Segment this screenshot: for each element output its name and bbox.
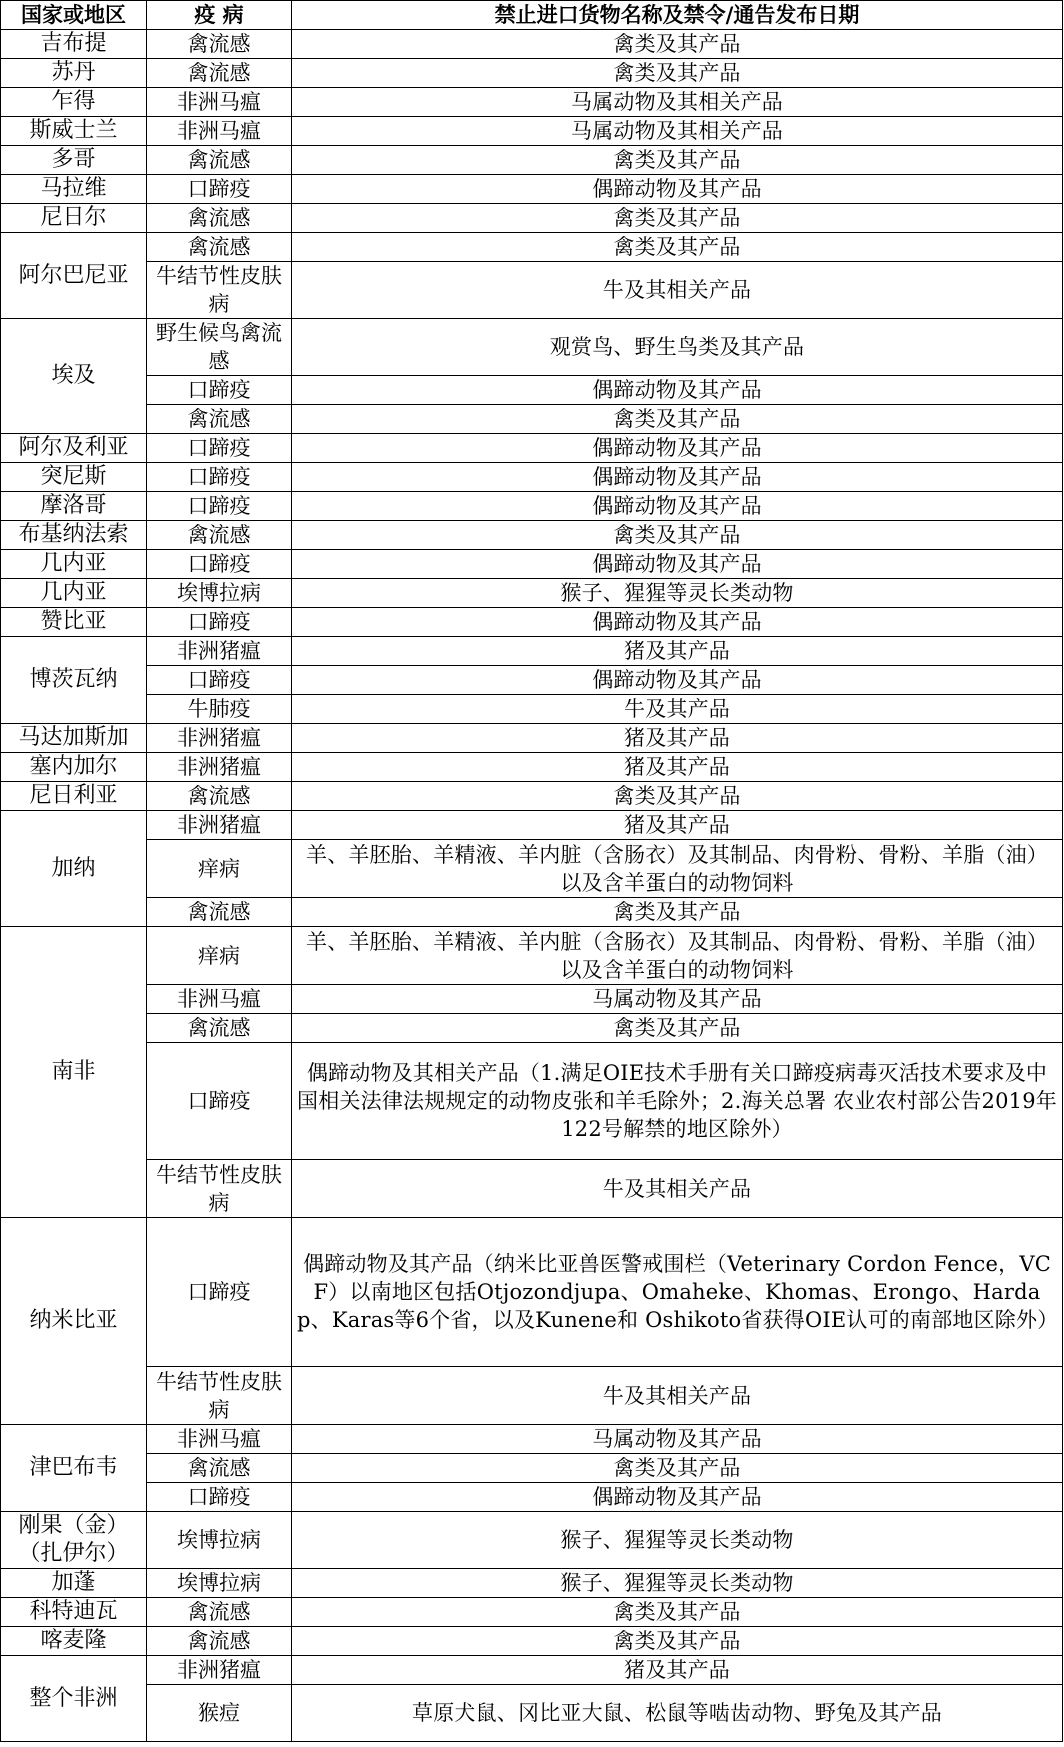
goods-cell: 禽类及其产品 <box>292 1454 1063 1483</box>
disease-cell: 非洲马瘟 <box>147 985 292 1014</box>
country-cell: 摩洛哥 <box>1 492 147 521</box>
header-goods: 禁止进口货物名称及禁令/通告发布日期 <box>292 1 1063 30</box>
goods-cell: 禽类及其产品 <box>292 30 1063 59</box>
goods-cell: 偶蹄动物及其产品 <box>292 463 1063 492</box>
table-row <box>1 146 1063 175</box>
table-row <box>1 579 1063 608</box>
disease-cell: 非洲猪瘟 <box>147 637 292 666</box>
table-row <box>1 1425 1063 1454</box>
goods-cell: 偶蹄动物及其产品 <box>292 434 1063 463</box>
table-row <box>1 1454 1063 1483</box>
country-cell: 阿尔及利亚 <box>1 434 147 463</box>
table-row <box>1 1483 1063 1512</box>
disease-cell: 禽流感 <box>147 233 292 262</box>
disease-cell: 牛结节性皮肤病 <box>147 262 292 319</box>
goods-cell: 禽类及其产品 <box>292 204 1063 233</box>
goods-cell: 禽类及其产品 <box>292 1627 1063 1656</box>
goods-cell: 禽类及其产品 <box>292 898 1063 927</box>
disease-cell: 非洲猪瘟 <box>147 724 292 753</box>
disease-cell: 口蹄疫 <box>147 550 292 579</box>
disease-cell: 非洲马瘟 <box>147 88 292 117</box>
disease-cell: 牛结节性皮肤病 <box>147 1160 292 1218</box>
table-row <box>1 262 1063 319</box>
disease-cell: 口蹄疫 <box>147 1218 292 1367</box>
table-row <box>1 1512 1063 1569</box>
goods-cell: 猴子、猩猩等灵长类动物 <box>292 1569 1063 1598</box>
goods-cell: 禽类及其产品 <box>292 146 1063 175</box>
goods-cell: 禽类及其产品 <box>292 233 1063 262</box>
disease-cell: 口蹄疫 <box>147 434 292 463</box>
disease-cell: 禽流感 <box>147 1627 292 1656</box>
goods-cell: 偶蹄动物及其产品 <box>292 550 1063 579</box>
country-cell: 阿尔巴尼亚 <box>1 233 147 319</box>
goods-cell: 牛及其产品 <box>292 695 1063 724</box>
table-row <box>1 233 1063 262</box>
country-cell: 加纳 <box>1 811 147 927</box>
table-body <box>1 30 1063 1742</box>
table-row <box>1 204 1063 233</box>
country-cell: 尼日利亚 <box>1 782 147 811</box>
disease-cell: 禽流感 <box>147 521 292 550</box>
table-row <box>1 1569 1063 1598</box>
country-cell: 马达加斯加 <box>1 724 147 753</box>
table-row <box>1 1627 1063 1656</box>
goods-cell: 猪及其产品 <box>292 753 1063 782</box>
goods-cell: 羊、羊胚胎、羊精液、羊内脏（含肠衣）及其制品、肉骨粉、骨粉、羊脂（油）以及含羊蛋白的动物饲料 <box>292 840 1063 898</box>
disease-cell: 禽流感 <box>147 1014 292 1043</box>
table-row <box>1 463 1063 492</box>
country-cell: 乍得 <box>1 88 147 117</box>
country-cell: 尼日尔 <box>1 204 147 233</box>
disease-cell: 牛结节性皮肤病 <box>147 1367 292 1425</box>
disease-cell: 非洲马瘟 <box>147 1425 292 1454</box>
disease-cell: 禽流感 <box>147 30 292 59</box>
goods-cell: 马属动物及其相关产品 <box>292 88 1063 117</box>
disease-cell: 野生候鸟禽流感 <box>147 319 292 376</box>
goods-cell: 偶蹄动物及其产品 <box>292 492 1063 521</box>
table-row <box>1 30 1063 59</box>
disease-cell: 口蹄疫 <box>147 1483 292 1512</box>
goods-cell: 禽类及其产品 <box>292 59 1063 88</box>
disease-cell: 禽流感 <box>147 146 292 175</box>
goods-cell: 禽类及其产品 <box>292 521 1063 550</box>
table-row <box>1 521 1063 550</box>
header-disease: 疫 病 <box>147 1 292 30</box>
table-row <box>1 376 1063 405</box>
goods-cell: 羊、羊胚胎、羊精液、羊内脏（含肠衣）及其制品、肉骨粉、骨粉、羊脂（油）以及含羊蛋白的动物饲料 <box>292 927 1063 985</box>
goods-cell: 禽类及其产品 <box>292 405 1063 434</box>
table-row <box>1 1218 1063 1367</box>
goods-cell: 偶蹄动物及其产品（纳米比亚兽医警戒围栏（Veterinary Cordon Fence，VCF）以南地区包括Otjozondjupa、Omaheke、Khomas、Erongo、Hardap、Karas等6个省，以及Kunene和 Oshikoto省获得OIE认可的南部地区除外） <box>292 1218 1063 1367</box>
table-row <box>1 637 1063 666</box>
goods-cell: 偶蹄动物及其产品 <box>292 376 1063 405</box>
country-cell: 苏丹 <box>1 59 147 88</box>
disease-cell: 埃博拉病 <box>147 1569 292 1598</box>
table-row <box>1 1160 1063 1218</box>
disease-cell: 禽流感 <box>147 898 292 927</box>
disease-cell: 禽流感 <box>147 782 292 811</box>
disease-cell: 牛肺疫 <box>147 695 292 724</box>
country-cell: 斯威士兰 <box>1 117 147 146</box>
disease-cell: 禽流感 <box>147 1598 292 1627</box>
country-cell: 科特迪瓦 <box>1 1598 147 1627</box>
table-row <box>1 1043 1063 1160</box>
goods-cell: 猴子、猩猩等灵长类动物 <box>292 579 1063 608</box>
table-row <box>1 1685 1063 1742</box>
goods-cell: 马属动物及其产品 <box>292 1425 1063 1454</box>
header-row <box>1 1 1063 30</box>
table-row <box>1 985 1063 1014</box>
goods-cell: 猪及其产品 <box>292 1656 1063 1685</box>
table-row <box>1 550 1063 579</box>
disease-cell: 埃博拉病 <box>147 1512 292 1569</box>
table-row <box>1 1367 1063 1425</box>
goods-cell: 猪及其产品 <box>292 637 1063 666</box>
table-row <box>1 492 1063 521</box>
country-cell: 纳米比亚 <box>1 1218 147 1425</box>
disease-cell: 非洲猪瘟 <box>147 1656 292 1685</box>
disease-cell: 猴痘 <box>147 1685 292 1742</box>
goods-cell: 偶蹄动物及其产品 <box>292 608 1063 637</box>
goods-cell: 马属动物及其产品 <box>292 985 1063 1014</box>
table-row <box>1 811 1063 840</box>
table-row <box>1 927 1063 985</box>
country-cell: 几内亚 <box>1 579 147 608</box>
country-cell: 吉布提 <box>1 30 147 59</box>
country-cell: 多哥 <box>1 146 147 175</box>
table-row <box>1 666 1063 695</box>
goods-cell: 猴子、猩猩等灵长类动物 <box>292 1512 1063 1569</box>
disease-cell: 口蹄疫 <box>147 492 292 521</box>
country-cell: 津巴布韦 <box>1 1425 147 1512</box>
disease-cell: 口蹄疫 <box>147 175 292 204</box>
country-cell: 南非 <box>1 927 147 1218</box>
country-cell: 刚果（金）（扎伊尔） <box>1 1512 147 1569</box>
table-row <box>1 608 1063 637</box>
header-country: 国家或地区 <box>1 1 147 30</box>
country-cell: 马拉维 <box>1 175 147 204</box>
country-cell: 博茨瓦纳 <box>1 637 147 724</box>
goods-cell: 禽类及其产品 <box>292 782 1063 811</box>
table-row <box>1 88 1063 117</box>
table-row <box>1 782 1063 811</box>
goods-cell: 偶蹄动物及其产品 <box>292 666 1063 695</box>
disease-cell: 禽流感 <box>147 204 292 233</box>
table-row <box>1 1014 1063 1043</box>
disease-cell: 口蹄疫 <box>147 463 292 492</box>
table-row <box>1 724 1063 753</box>
disease-cell: 痒病 <box>147 840 292 898</box>
goods-cell: 牛及其相关产品 <box>292 1367 1063 1425</box>
goods-cell: 偶蹄动物及其产品 <box>292 1483 1063 1512</box>
table-row <box>1 405 1063 434</box>
disease-cell: 痒病 <box>147 927 292 985</box>
disease-cell: 埃博拉病 <box>147 579 292 608</box>
goods-cell: 禽类及其产品 <box>292 1598 1063 1627</box>
disease-cell: 口蹄疫 <box>147 608 292 637</box>
disease-cell: 口蹄疫 <box>147 1043 292 1160</box>
goods-cell: 牛及其相关产品 <box>292 1160 1063 1218</box>
table-row <box>1 898 1063 927</box>
goods-cell: 禽类及其产品 <box>292 1014 1063 1043</box>
country-cell: 整个非洲 <box>1 1656 147 1742</box>
table-row <box>1 175 1063 204</box>
table-row <box>1 434 1063 463</box>
goods-cell: 偶蹄动物及其相关产品（1.满足OIE技术手册有关口蹄疫病毒灭活技术要求及中国相关法律法规规定的动物皮张和羊毛除外；2.海关总署 农业农村部公告2019年122号解禁的地区除外） <box>292 1043 1063 1160</box>
table-row <box>1 840 1063 898</box>
goods-cell: 偶蹄动物及其产品 <box>292 175 1063 204</box>
disease-cell: 禽流感 <box>147 59 292 88</box>
goods-cell: 猪及其产品 <box>292 724 1063 753</box>
goods-cell: 猪及其产品 <box>292 811 1063 840</box>
disease-cell: 非洲猪瘟 <box>147 753 292 782</box>
country-cell: 布基纳法索 <box>1 521 147 550</box>
table-row <box>1 695 1063 724</box>
table-row <box>1 319 1063 376</box>
table-row <box>1 1656 1063 1685</box>
goods-cell: 草原犬鼠、冈比亚大鼠、松鼠等啮齿动物、野兔及其产品 <box>292 1685 1063 1742</box>
disease-cell: 禽流感 <box>147 1454 292 1483</box>
country-cell: 加蓬 <box>1 1569 147 1598</box>
disease-cell: 非洲马瘟 <box>147 117 292 146</box>
table-row <box>1 59 1063 88</box>
table-row <box>1 117 1063 146</box>
disease-cell: 非洲猪瘟 <box>147 811 292 840</box>
disease-cell: 口蹄疫 <box>147 376 292 405</box>
table-row <box>1 753 1063 782</box>
country-cell: 喀麦隆 <box>1 1627 147 1656</box>
goods-cell: 牛及其相关产品 <box>292 262 1063 319</box>
country-cell: 赞比亚 <box>1 608 147 637</box>
country-cell: 突尼斯 <box>1 463 147 492</box>
disease-cell: 口蹄疫 <box>147 666 292 695</box>
country-cell: 塞内加尔 <box>1 753 147 782</box>
goods-cell: 马属动物及其相关产品 <box>292 117 1063 146</box>
goods-cell: 观赏鸟、野生鸟类及其产品 <box>292 319 1063 376</box>
country-cell: 埃及 <box>1 319 147 434</box>
country-cell: 几内亚 <box>1 550 147 579</box>
table-row <box>1 1598 1063 1627</box>
disease-cell: 禽流感 <box>147 405 292 434</box>
